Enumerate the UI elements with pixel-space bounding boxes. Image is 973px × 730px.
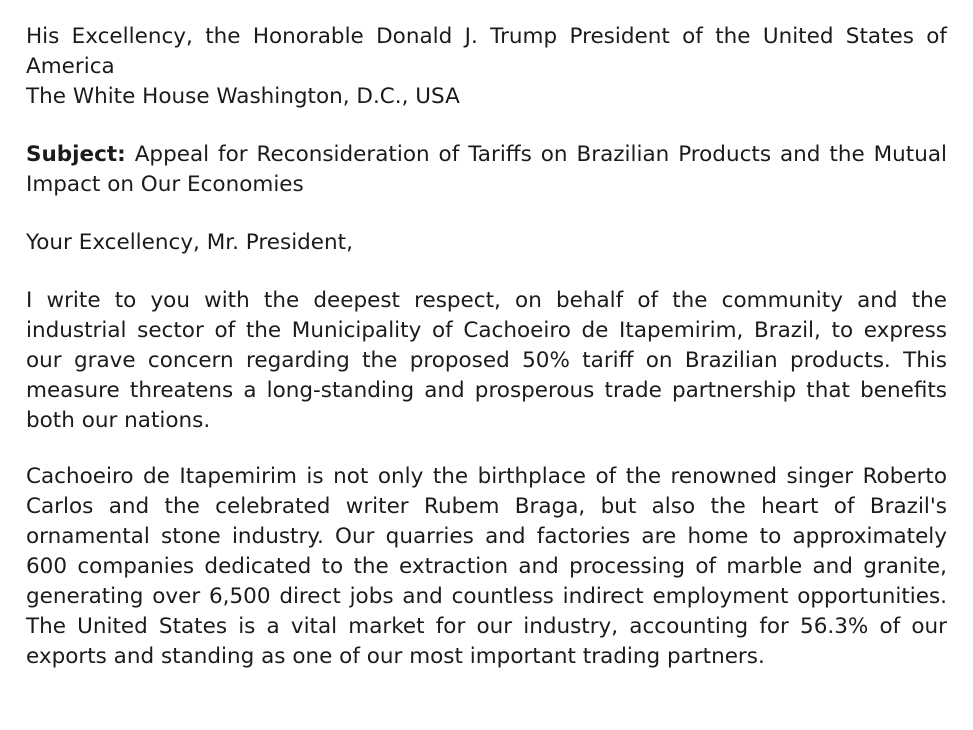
- subject-text: Appeal for Reconsideration of Tariffs on Brazilian Products and the Mutual Impact on Our Economies: [26, 142, 947, 197]
- spacer-after-addressee: [26, 112, 947, 140]
- addressee-line-1: His Excellency, the Honorable Donald J. Trump President of the United States of America: [26, 24, 947, 79]
- spacer-between-paragraphs: [26, 436, 947, 462]
- subject-line: [26, 140, 947, 200]
- addressee-line-2: The White House Washington, D.C., USA: [26, 84, 460, 109]
- salutation: Your Excellency, Mr. President,: [26, 230, 353, 255]
- spacer-after-subject: [26, 200, 947, 228]
- body-paragraph-2: Cachoeiro de Itapemirim is not only the birthplace of the renowned singer Roberto Carlos and the celebrated writer Rubem Braga, but also the heart of Brazil's ornamental stone industry. Our quarries and factories are home to approximately 600 companies dedicated to the extraction and processing of marble and granite, generating over 6,500 direct jobs and countless indirect employment opportunities. The United States is a vital market for our industry, accounting for 56.3% of our exports and standing as one of our most important trading partners.: [26, 464, 947, 669]
- subject-label: Subject:: [26, 142, 126, 167]
- body-paragraph-1: I write to you with the deepest respect, on behalf of the community and the industrial sector of the Municipality of Cachoeiro de Itapemirim, Brazil, to express our grave concern regarding the proposed 50% tariff on Brazilian products. This measure threatens a long-standing and prosperous trade partnership that benefits both our nations.: [26, 288, 947, 433]
- spacer-after-salutation: [26, 258, 947, 286]
- addressee-block: [26, 22, 947, 112]
